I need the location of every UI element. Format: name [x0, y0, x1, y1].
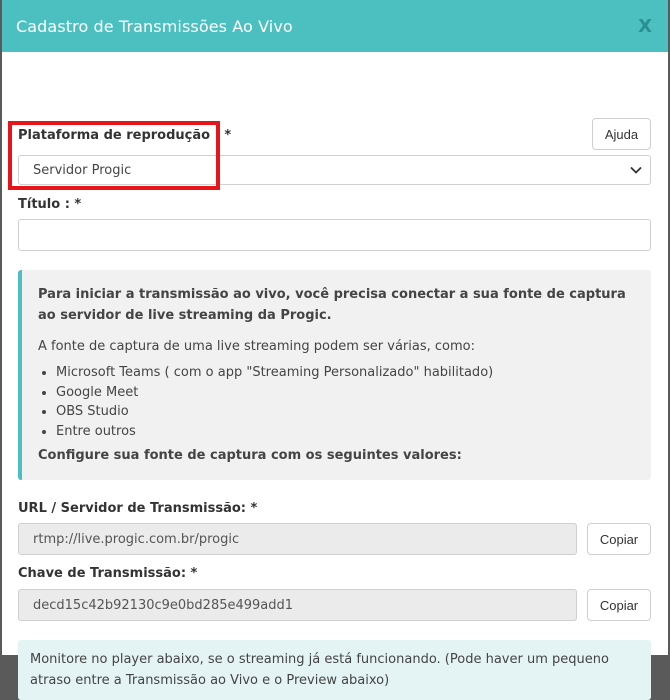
close-icon[interactable]: X	[638, 15, 652, 37]
list-item: • OBS Studio	[56, 402, 635, 422]
list-item: • Microsoft Teams ( com o app "Streaming Personalizado" habilitado)	[56, 363, 635, 383]
copy-url-button[interactable]: Copiar	[587, 523, 651, 555]
copy-key-button[interactable]: Copiar	[587, 589, 651, 621]
title-input[interactable]	[18, 219, 651, 251]
monitor-notice: Monitore no player abaixo, se o streaming já está funcionando. (Pode haver um pequeno atraso entre a Transmissão ao Vivo e o Preview abaixo)	[18, 640, 651, 700]
list-item: • Entre outros	[56, 422, 635, 442]
sources-list	[38, 363, 635, 441]
info-intro: Para iniciar a transmissão ao vivo, você precisa conectar a sua fonte de captura ao servidor de live streaming da Progic.	[38, 287, 626, 323]
url-field[interactable]: rtmp://live.progic.com.br/progic	[18, 523, 577, 555]
platform-label: Plataforma de reprodução : *	[18, 128, 232, 143]
platform-selected-value: Servidor Progic	[33, 162, 132, 178]
title-label: Título : *	[18, 197, 82, 212]
info-sources-intro: A fonte de captura de uma live streaming podem ser várias, como:	[38, 339, 475, 354]
list-item: • Google Meet	[56, 383, 635, 403]
platform-select[interactable]	[18, 155, 651, 185]
modal-title: Cadastro de Transmissões Ao Vivo	[16, 16, 293, 36]
chevron-down-icon	[630, 166, 642, 174]
info-box	[18, 270, 651, 480]
info-configure: Configure sua fonte de captura com os seguintes valores:	[38, 448, 462, 463]
key-field[interactable]: decd15c42b92130c9e0bd285e499add1	[18, 589, 577, 621]
help-button[interactable]: Ajuda	[592, 118, 651, 150]
url-label: URL / Servidor de Transmissão: *	[18, 501, 258, 516]
key-label: Chave de Transmissão: *	[18, 566, 198, 581]
live-stream-modal	[2, 0, 668, 688]
modal-header	[2, 0, 668, 52]
